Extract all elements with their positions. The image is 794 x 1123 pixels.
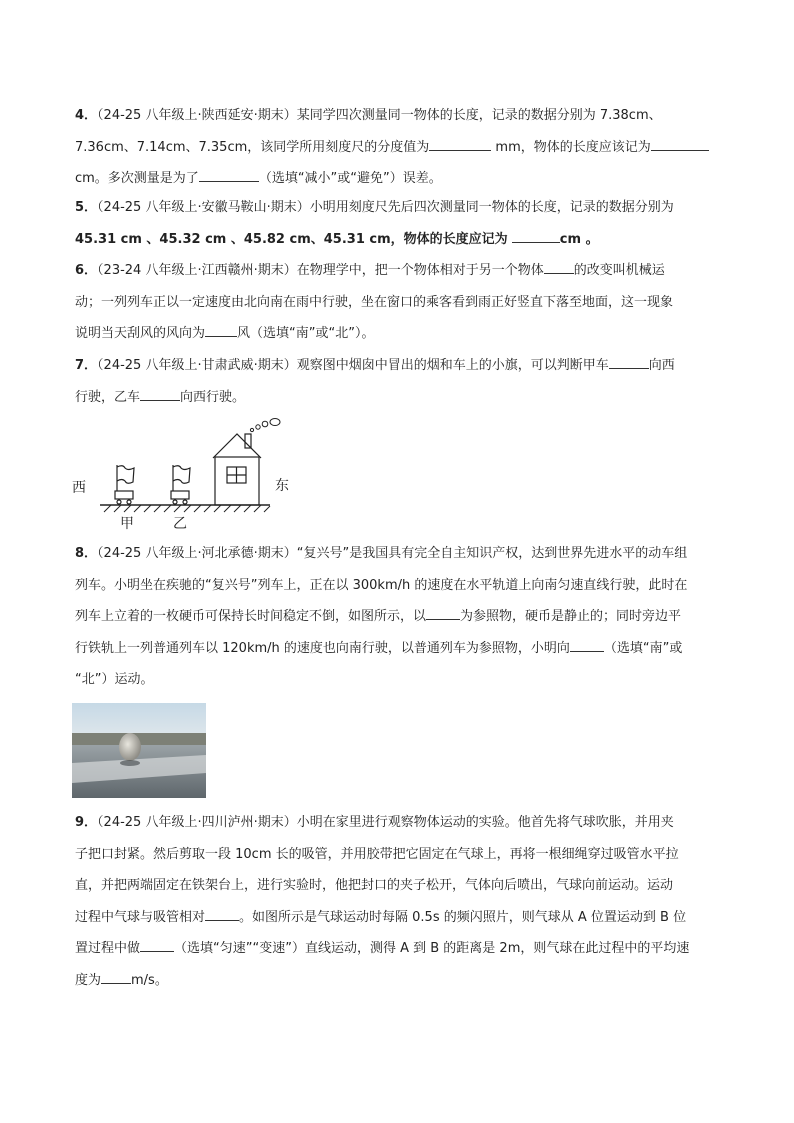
- q7-blank-1[interactable]: [609, 354, 649, 369]
- q5-line-2: [75, 224, 725, 256]
- q5-line-1: [75, 192, 725, 224]
- q8-line-4: [75, 633, 725, 665]
- q8-blank-1[interactable]: [426, 605, 460, 620]
- q8-text-7: “北”）运动。: [75, 672, 154, 687]
- q9-line-2: [75, 839, 725, 871]
- west-label: 西: [72, 480, 86, 496]
- q7-text-3: 行驶，乙车: [75, 389, 141, 405]
- q6-line-3: [75, 318, 725, 350]
- q6-text-3: 动；一列列车正以一定速度由北向南在雨中行驶，坐在窗口的乘客看到雨正好竖直下落至地面，这一现象: [75, 294, 674, 310]
- q4-text-5: （选填“减小”或“避免”）误差。: [258, 171, 442, 186]
- q9-number: 9．: [75, 815, 98, 830]
- ground-hatching: [104, 505, 270, 512]
- q6-text-4: 说明当天刮风的风向为: [75, 326, 206, 341]
- q6-number: 6．: [75, 263, 98, 278]
- car-a: [115, 465, 134, 504]
- q5-text-1: （24-25 八年级上·安徽马鞍山·期末）小明用刻度尺先后四次测量同一物体的长度，记录的数据分别为: [97, 200, 674, 215]
- q8-text-5: 行铁轨上一列普通列车以 120km/h 的速度也向南行驶，以普通列车为参照物，小明向: [75, 640, 570, 656]
- q8-text-3: 列车上立着的一枚硬币可保持长时间稳定不倒，如图所示，以: [75, 609, 427, 624]
- q6-line-2: [75, 287, 725, 319]
- q7-text-1: （24-25 八年级上·甘肃武威·期末）观察图中烟囱中冒出的烟和车上的小旗，可以判断甲车: [97, 358, 609, 373]
- q5-text-3: cm 。: [559, 231, 599, 247]
- car-b-label: 乙: [173, 516, 187, 532]
- chimney-smoke: [250, 419, 280, 432]
- q8-number: 8．: [75, 546, 98, 561]
- q7-text-4: 向西行驶。: [180, 389, 246, 405]
- q7-number: 7．: [75, 358, 98, 373]
- q9-text-4: 过程中气球与吸管相对: [75, 909, 206, 925]
- q7-line-1: [75, 350, 725, 382]
- q4-text-1: （24-25 八年级上·陕西延安·期末）某同学四次测量同一物体的长度，记录的数据分别为 7.38cm、: [97, 108, 662, 123]
- q6-line-1: [75, 255, 725, 287]
- q5-number: 5．: [75, 200, 98, 215]
- q4-line-1: [75, 100, 725, 132]
- q6-blank-2[interactable]: [205, 322, 237, 337]
- q6-blank-1[interactable]: [544, 259, 574, 274]
- car-b: [171, 465, 190, 504]
- q5-text-2: 45.31 cm 、45.32 cm 、45.82 cm、45.31 cm，物体的长度应记为: [75, 231, 508, 247]
- question-7: [75, 350, 725, 413]
- q4-text-4: cm。多次测量是为了: [75, 171, 199, 186]
- q8-line-2: [75, 570, 725, 602]
- q4-text-2: 7.36cm、7.14cm、7.35cm，该同学所用刻度尺的分度值为: [75, 139, 430, 155]
- question-6: [75, 255, 725, 350]
- q9-text-5: 。如图所示是气球运动时每隔 0.5s 的频闪照片，则气球从 A 位置运动到 B 位: [239, 909, 687, 925]
- q4-text-3: mm，物体的长度应该记为: [491, 139, 651, 155]
- q4-line-3: [75, 163, 725, 195]
- q6-text-2: 的改变叫机械运: [573, 263, 665, 278]
- q9-line-1: [75, 807, 725, 839]
- q9-blank-2[interactable]: [140, 937, 174, 952]
- q4-line-2: [75, 132, 725, 164]
- q9-text-3: 直，并把两端固定在铁架台上，进行实验时，他把封口的夹子松开，气体向后喷出，气球向前运动。运动: [75, 878, 674, 893]
- question-8: [75, 538, 725, 696]
- q5-blank-1[interactable]: [512, 228, 560, 243]
- car-a-label: 甲: [120, 516, 134, 532]
- q8-blank-2[interactable]: [570, 637, 604, 652]
- q8-text-6: （选填“南”或: [603, 640, 683, 656]
- q9-line-3: [75, 870, 725, 902]
- question-9: [75, 807, 725, 996]
- q8-text-2: 列车。小明坐在疾驰的“复兴号”列车上，正在以 300km/h 的速度在水平轨道上向南匀速直线行驶，此时在: [75, 577, 688, 593]
- q7-blank-2[interactable]: [140, 386, 180, 401]
- q9-line-4: [75, 902, 725, 934]
- q9-line-5: [75, 933, 725, 965]
- q8-line-1: [75, 538, 725, 570]
- q9-blank-1[interactable]: [205, 906, 239, 921]
- q6-text-5: 风（选填“南”或“北”）。: [237, 326, 375, 341]
- q9-text-9: m/s。: [131, 972, 168, 988]
- q4-blank-1[interactable]: [429, 136, 491, 151]
- q8-line-5: [75, 664, 725, 696]
- q4-blank-2[interactable]: [651, 136, 709, 151]
- question-4: [75, 100, 725, 195]
- coin-on-train-photo: [72, 703, 206, 798]
- east-label: 东: [275, 478, 289, 494]
- house: [213, 434, 261, 505]
- q4-blank-3[interactable]: [199, 167, 259, 182]
- q9-text-7: （选填“匀速”“变速”）直线运动，测得 A 到 B 的距离是 2m，则气球在此过程中的平均速: [174, 941, 690, 956]
- q9-text-8: 度为: [75, 972, 102, 988]
- q8-text-1: （24-25 八年级上·河北承德·期末）“复兴号”是我国具有完全自主知识产权，达到世界先进水平的动车组: [97, 546, 688, 561]
- q9-text-6: 置过程中做: [75, 941, 141, 956]
- question-5: [75, 192, 725, 255]
- q8-line-3: [75, 601, 725, 633]
- q7-text-2: 向西: [648, 358, 675, 373]
- q8-text-4: 为参照物，硬币是静止的；同时旁边平: [460, 609, 682, 624]
- q7-line-2: [75, 382, 725, 414]
- q4-number: 4．: [75, 108, 98, 123]
- q6-text-1: （23-24 八年级上·江西赣州·期末）在物理学中，把一个物体相对于另一个物体: [97, 263, 544, 278]
- q9-text-2: 子把口封紧。然后剪取一段 10cm 长的吸管，并用胶带把它固定在气球上，再将一根细绳穿过吸管水平拉: [75, 846, 679, 862]
- q9-line-6: [75, 965, 725, 997]
- q9-text-1: （24-25 八年级上·四川泸州·期末）小明在家里进行观察物体运动的实验。他首先将气球吹胀，并用夹: [97, 815, 674, 830]
- q9-blank-3[interactable]: [101, 969, 131, 984]
- q7-figure: [70, 412, 300, 537]
